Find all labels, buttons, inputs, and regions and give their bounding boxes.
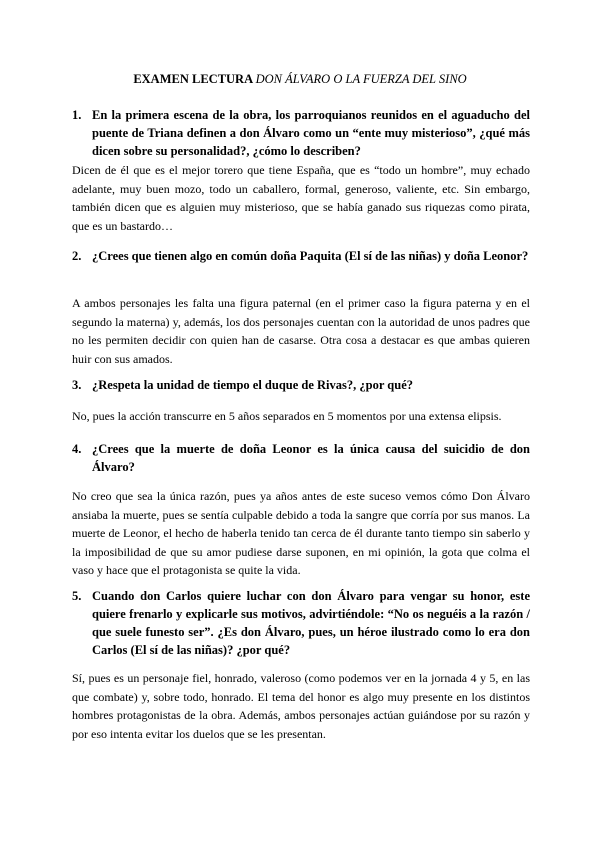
question-5 — [72, 587, 530, 659]
title-prefix: EXAMEN LECTURA — [133, 72, 253, 86]
question-3 — [72, 376, 530, 394]
answer-3: No, pues la acción transcurre en 5 años separados en 5 momentos por una extensa elipsis. — [72, 409, 502, 423]
question-2-number: 2. — [72, 249, 82, 263]
question-4-text: ¿Crees que la muerte de doña Leonor es la única causa del suicidio de don Álvaro? — [92, 442, 530, 474]
question-5-text: Cuando don Carlos quiere luchar con don Álvaro para vengar su honor, este quiere frenarlo y explicarle sus motivos, advirtiéndole: “No os neguéis a la razón / que suele funesto ser”. ¿Es don Álvaro, pues, un héroe ilustrado como lo era don Carlos (El sí de las niñas)? ¿por qué? — [92, 589, 530, 657]
answer-5: Sí, pues es un personaje fiel, honrado, valeroso (como podemos ver en la jornada 4 y 5, en las que combate) y, sobre todo, honrado. El tema del honor es algo muy presente en los distintos hombres protagonistas de la obra. Además, ambos personajes actúan guiándose por su razón y por eso intenta evitar los duelos que se les presentan. — [72, 671, 530, 741]
answer-4: No creo que sea la única razón, pues ya años antes de este suceso vemos cómo Don Álvaro ansiaba la muerte, pues se sentía culpable debido a toda la sangre que corría por sus manos. La muerte de Leonor, el hecho de haberla tenido tan cerca de él durante tanto tiempo sin saberlo y la imposibilidad de que su amor pudiese darse suponen, en mi opinión, la gota que colma el vaso y hace que el protagonista se quite la vida. — [72, 489, 530, 577]
title-work: DON ÁLVARO O LA FUERZA DEL SINO — [255, 72, 467, 86]
question-4-number: 4. — [72, 442, 82, 456]
question-2-text: ¿Crees que tienen algo en común doña Paquita (El sí de las niñas) y doña Leonor? — [92, 249, 529, 263]
page-title — [0, 72, 600, 87]
question-3-number: 3. — [72, 378, 82, 392]
question-5-number: 5. — [72, 589, 82, 603]
question-1-number: 1. — [72, 108, 82, 122]
answer-2: A ambos personajes les falta una figura paternal (en el primer caso la figura paterna y en el segundo la materna) y, además, los dos personajes cuentan con la autoridad de unos padres que no les permiten decidir con quien han de casarse. Otra cosa a destacar es que ambas quieren huir con sus amados. — [72, 296, 530, 366]
question-4 — [72, 440, 530, 476]
question-3-text: ¿Respeta la unidad de tiempo el duque de Rivas?, ¿por qué? — [92, 378, 413, 392]
question-1 — [72, 106, 530, 160]
answer-1: Dicen de él que es el mejor torero que tiene España, que es “todo un hombre”, muy echado adelante, muy buen mozo, todo un caballero, formal, generoso, valiente, etc. Sin embargo, también dicen que es alguien muy misterioso, que se había ganado sus riquezas como pirata, que es un bastardo… — [72, 163, 530, 233]
question-1-text: En la primera escena de la obra, los parroquianos reunidos en el aguaducho del puente de Triana definen a don Álvaro como un “ente muy misterioso”, ¿qué más dicen sobre su personalidad?, ¿cómo lo describen? — [92, 108, 530, 158]
question-2 — [72, 247, 530, 265]
